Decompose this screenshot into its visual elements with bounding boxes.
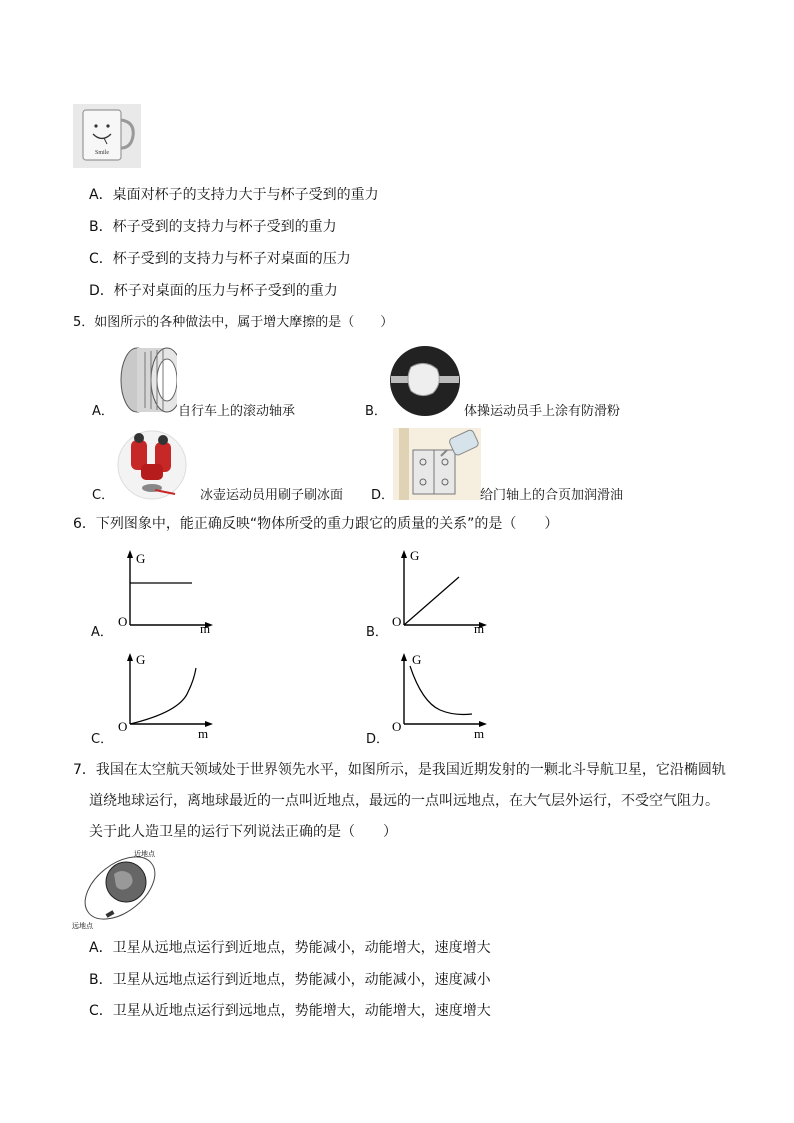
q6-b-letter: B．: [366, 625, 388, 640]
q5-d-letter: D．: [371, 488, 395, 503]
graph-a-y-label: G: [136, 551, 146, 566]
q4-option-b: B．杯子受到的支持力与杯子受到的重力: [89, 219, 337, 235]
graph-b-y-label: G: [410, 548, 420, 563]
q4-option-d: D．杯子对桌面的压力与杯子受到的重力: [89, 283, 338, 299]
graph-b-line: [404, 577, 459, 625]
graph-c: [110, 650, 220, 740]
graph-b-x-label: m: [474, 621, 485, 636]
q6-d-letter: D．: [366, 732, 390, 747]
graph-a-x-label: m: [200, 621, 211, 636]
q6-c-letter: C．: [91, 732, 114, 747]
satellite-orbit-image: [70, 846, 166, 930]
cup-caption: Smile: [94, 150, 110, 156]
graph-d-origin: O: [392, 719, 402, 734]
apogee-label: 远地点: [72, 922, 93, 930]
gymnast-hand-image: [389, 345, 461, 417]
q5-a-letter: A．: [92, 404, 114, 419]
q5-c-caption: 冰壶运动员用刷子刷冰面: [200, 488, 344, 503]
q7-stem-line-2: 道绕地球运行，离地球最近的一点叫近地点，最远的一点叫远地点，在大气层外运行，不受空气阻力。: [89, 793, 719, 809]
graph-c-y-label: G: [136, 652, 146, 667]
bearing-image: [115, 342, 177, 418]
graph-d-y-label: G: [412, 652, 422, 667]
q6-a-letter: A．: [91, 625, 113, 640]
graph-c-origin: O: [118, 719, 128, 734]
graph-b-origin: O: [392, 614, 402, 629]
perigee-label: 近地点: [134, 850, 155, 858]
graph-a: [110, 545, 220, 645]
q5-a-caption: 自行车上的滚动轴承: [178, 404, 296, 419]
graph-d: [384, 650, 494, 740]
graph-c-x-label: m: [198, 726, 209, 740]
q7-stem-line-3: 关于此人造卫星的运行下列说法正确的是（ ）: [89, 824, 397, 840]
cup-image: [73, 104, 141, 168]
graph-c-curve: [130, 668, 196, 724]
q7-option-b: B．卫星从远地点运行到近地点，势能减小，动能减小，速度减小: [89, 972, 491, 988]
q7-stem-line-1: 7．我国在太空航天领域处于世界领先水平，如图所示，是我国近期发射的一颗北斗导航卫星，它沿椭圆轨: [73, 762, 726, 778]
graph-d-curve: [410, 666, 472, 715]
hinge-oil-image: [393, 428, 481, 500]
q5-c-letter: C．: [92, 488, 115, 503]
q5-b-caption: 体操运动员手上涂有防滑粉: [464, 404, 621, 419]
graph-b: [384, 545, 494, 645]
curling-image: [115, 430, 189, 500]
q5-d-caption: 给门轴上的合页加润滑油: [480, 488, 624, 503]
q6-stem: 6．下列图象中，能正确反映“物体所受的重力跟它的质量的关系”的是（ ）: [73, 516, 559, 532]
q5-b-letter: B．: [365, 404, 387, 419]
q4-option-a: A．桌面对杯子的支持力大于与杯子受到的重力: [89, 187, 379, 203]
q7-option-a: A．卫星从远地点运行到近地点，势能减小，动能增大，速度增大: [89, 940, 491, 956]
q4-option-c: C．杯子受到的支持力与杯子对桌面的压力: [89, 251, 351, 267]
graph-a-origin: O: [118, 614, 128, 629]
graph-d-x-label: m: [474, 726, 485, 740]
q7-option-c: C．卫星从近地点运行到远地点，势能增大，动能增大，速度增大: [89, 1003, 491, 1019]
q5-stem: 5．如图所示的各种做法中，属于增大摩擦的是（ ）: [73, 315, 394, 330]
